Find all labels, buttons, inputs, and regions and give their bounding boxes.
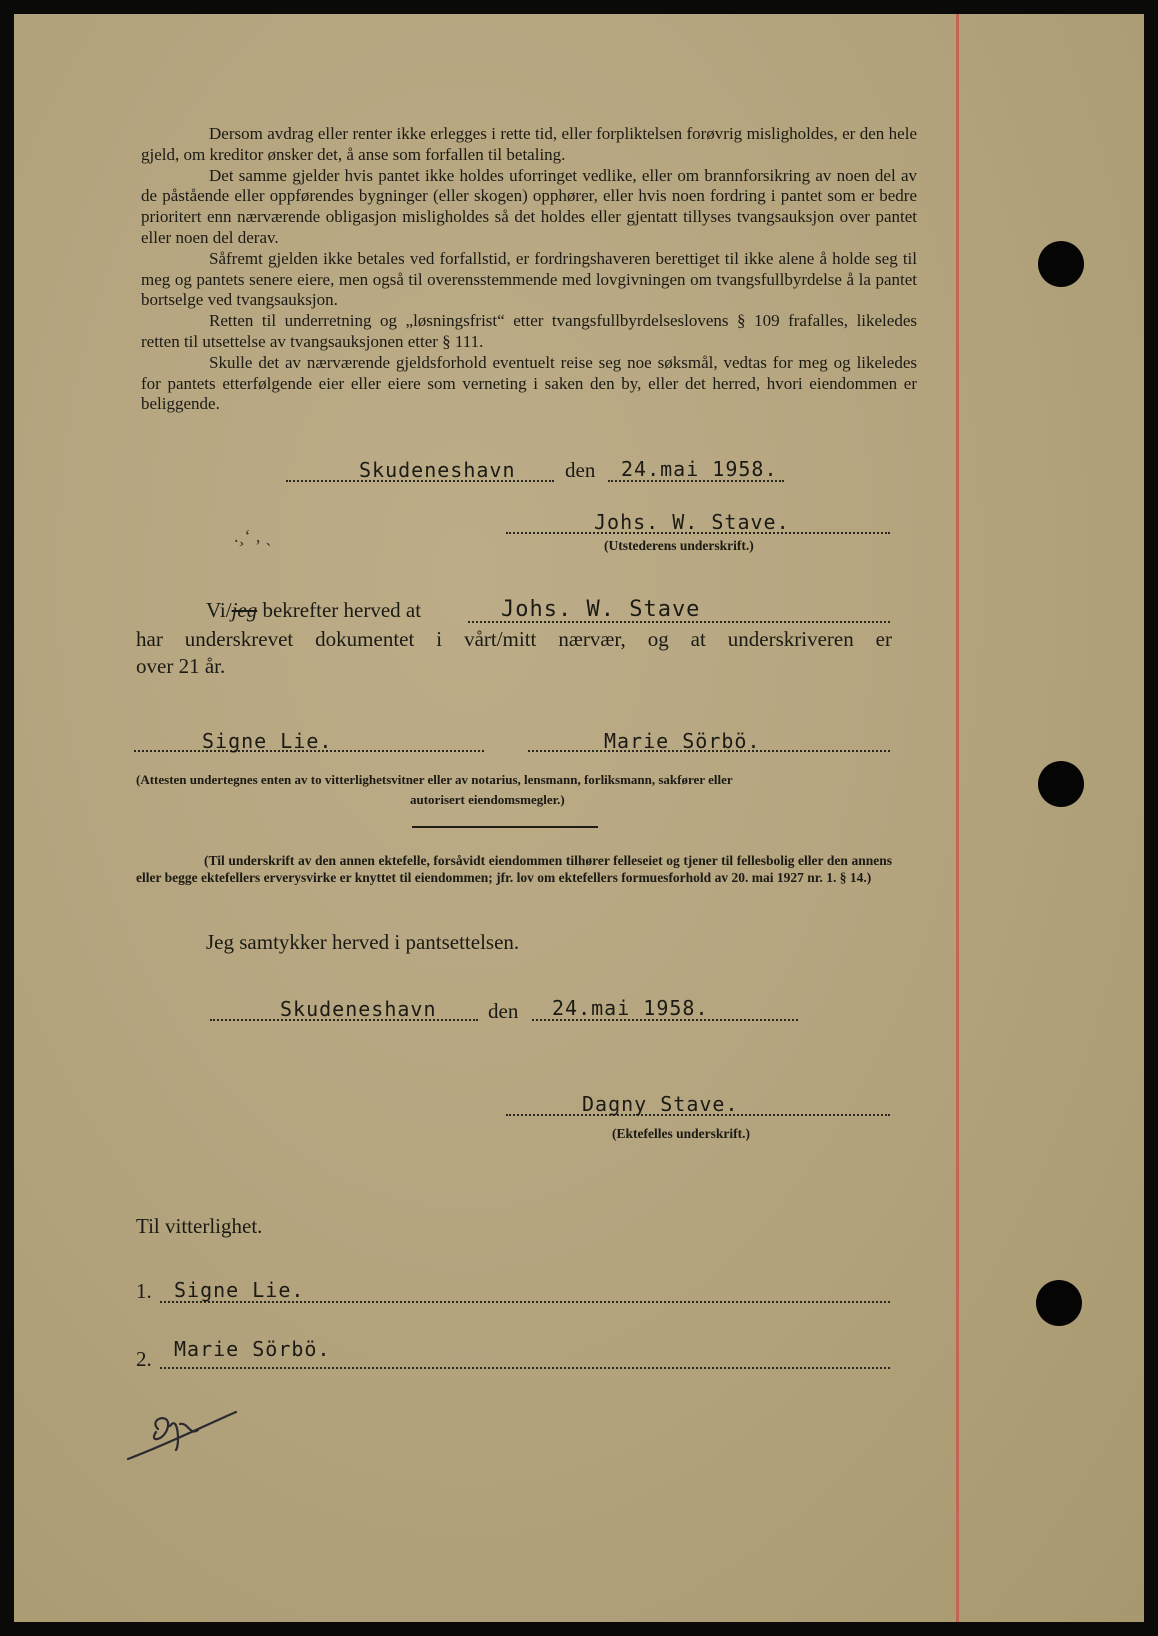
issuer-caption: (Utstederens underskrift.) — [604, 538, 754, 553]
spouse-caption: (Ektefelles underskrift.) — [612, 1126, 750, 1141]
punch-hole-middle — [1038, 761, 1084, 807]
attest-note-line-1: (Attesten undertegnes enten av to vitterlighetsvitner eller av notarius, lensmann, forliksmann, sakfører eller — [136, 772, 733, 787]
clause-5: Skulle det av nærværende gjeldsforhold eventuelt reise seg noe søksmål, vedtas for meg og likeledes for pantets etterfølgende eier eller eiere som verneting i saken den by, eller det herred, hvori eiendommen er beliggende. — [141, 352, 917, 414]
issuer-signature: Johs. W. Stave. — [594, 510, 790, 534]
witness-top-left: Signe Lie. — [202, 729, 333, 753]
red-margin-line — [956, 14, 959, 1622]
place-2: Skudeneshavn — [280, 997, 437, 1021]
confirmation-line-2: har underskrevet dokumentet i vårt/mitt nærvær, og at underskriveren er — [136, 627, 892, 651]
terms-clauses — [141, 124, 917, 415]
spouse-note: (Til underskrift av den annen ektefelle, forsåvidt eiendommen tilhører felleseiet og tjener til fellesbolig eller den annens eller begge ektefellers erverysvirke er knyttet til eiendommen; jfr. lov om ektefellers formuesforhold av 20. mai 1927 nr. 1. § 14.) — [136, 853, 892, 885]
witness-1-name: Signe Lie. — [174, 1278, 305, 1302]
section-divider — [412, 826, 598, 828]
document-page — [14, 14, 1144, 1622]
date-1: 24.mai 1958. — [621, 457, 778, 481]
consent-text: Jeg samtykker herved i pantsettelsen. — [206, 930, 520, 954]
handwritten-initials — [118, 1384, 258, 1474]
attest-note-line-2: autorisert eiendomsmegler.) — [410, 792, 565, 807]
date-2: 24.mai 1958. — [552, 996, 709, 1020]
clause-4: Retten til underretning og „løsningsfrist“ etter tvangsfullbyrdelseslovens § 109 frafalles, likeledes retten til utsettelse av tvangsauksjonen etter § 111. — [141, 311, 917, 351]
confirmation-line-3: over 21 år. — [136, 654, 226, 678]
spouse-signature: Dagny Stave. — [582, 1092, 739, 1116]
clause-1: Dersom avdrag eller renter ikke erlegges i rette tid, eller forpliktelsen forøvrig misligholdes, er den hele gjeld, om kreditor ønsker det, å anse som forfallen til betaling. — [141, 124, 917, 164]
witness-2-name: Marie Sörbö. — [174, 1337, 331, 1361]
confirmation-prefix: Vi/ — [206, 598, 232, 622]
witness-top-right: Marie Sörbö. — [604, 729, 761, 753]
clause-3: Såfremt gjelden ikke betales ved forfallstid, er fordringshaveren berettiget til ikke alene å holde seg til meg og pantets senere eiere, men også til overensstemmende med lovgivningen om tvangsfullbyrdelse å la pantet bortselge ved tvangsauksjon. — [141, 248, 917, 310]
place-1: Skudeneshavn — [359, 458, 516, 482]
witness-1-number: 1. — [136, 1279, 152, 1303]
punch-hole-top — [1038, 241, 1084, 287]
den-label-1: den — [565, 458, 596, 482]
witness-2-number: 2. — [136, 1347, 152, 1371]
punch-hole-bottom — [1036, 1280, 1082, 1326]
den-label-2: den — [488, 999, 519, 1023]
confirmation-text: bekrefter herved at — [262, 598, 422, 622]
witness-heading: Til vitterlighet. — [136, 1214, 263, 1238]
clause-2: Det samme gjelder hvis pantet ikke holdes uforringet vedlike, eller om brannforsikring av noen del av de påstående eller oppførendes bygninger (eller skogen) opphører, eller hvis noen fordring i pantet som er bedre prioritert enn nærværende obligasjon misligholdes så det holdes eller gjentatt tillyses tvangsauksjon over pantet eller noen del derav. — [141, 165, 917, 247]
witness-2-line — [160, 1367, 890, 1369]
struck-word: jeg — [231, 598, 258, 622]
stamp-marks: .¸ʻ ‚ ˎ — [234, 526, 272, 546]
confirmation-line-1 — [206, 598, 421, 623]
confirmation-name: Johs. W. Stave — [501, 597, 701, 622]
